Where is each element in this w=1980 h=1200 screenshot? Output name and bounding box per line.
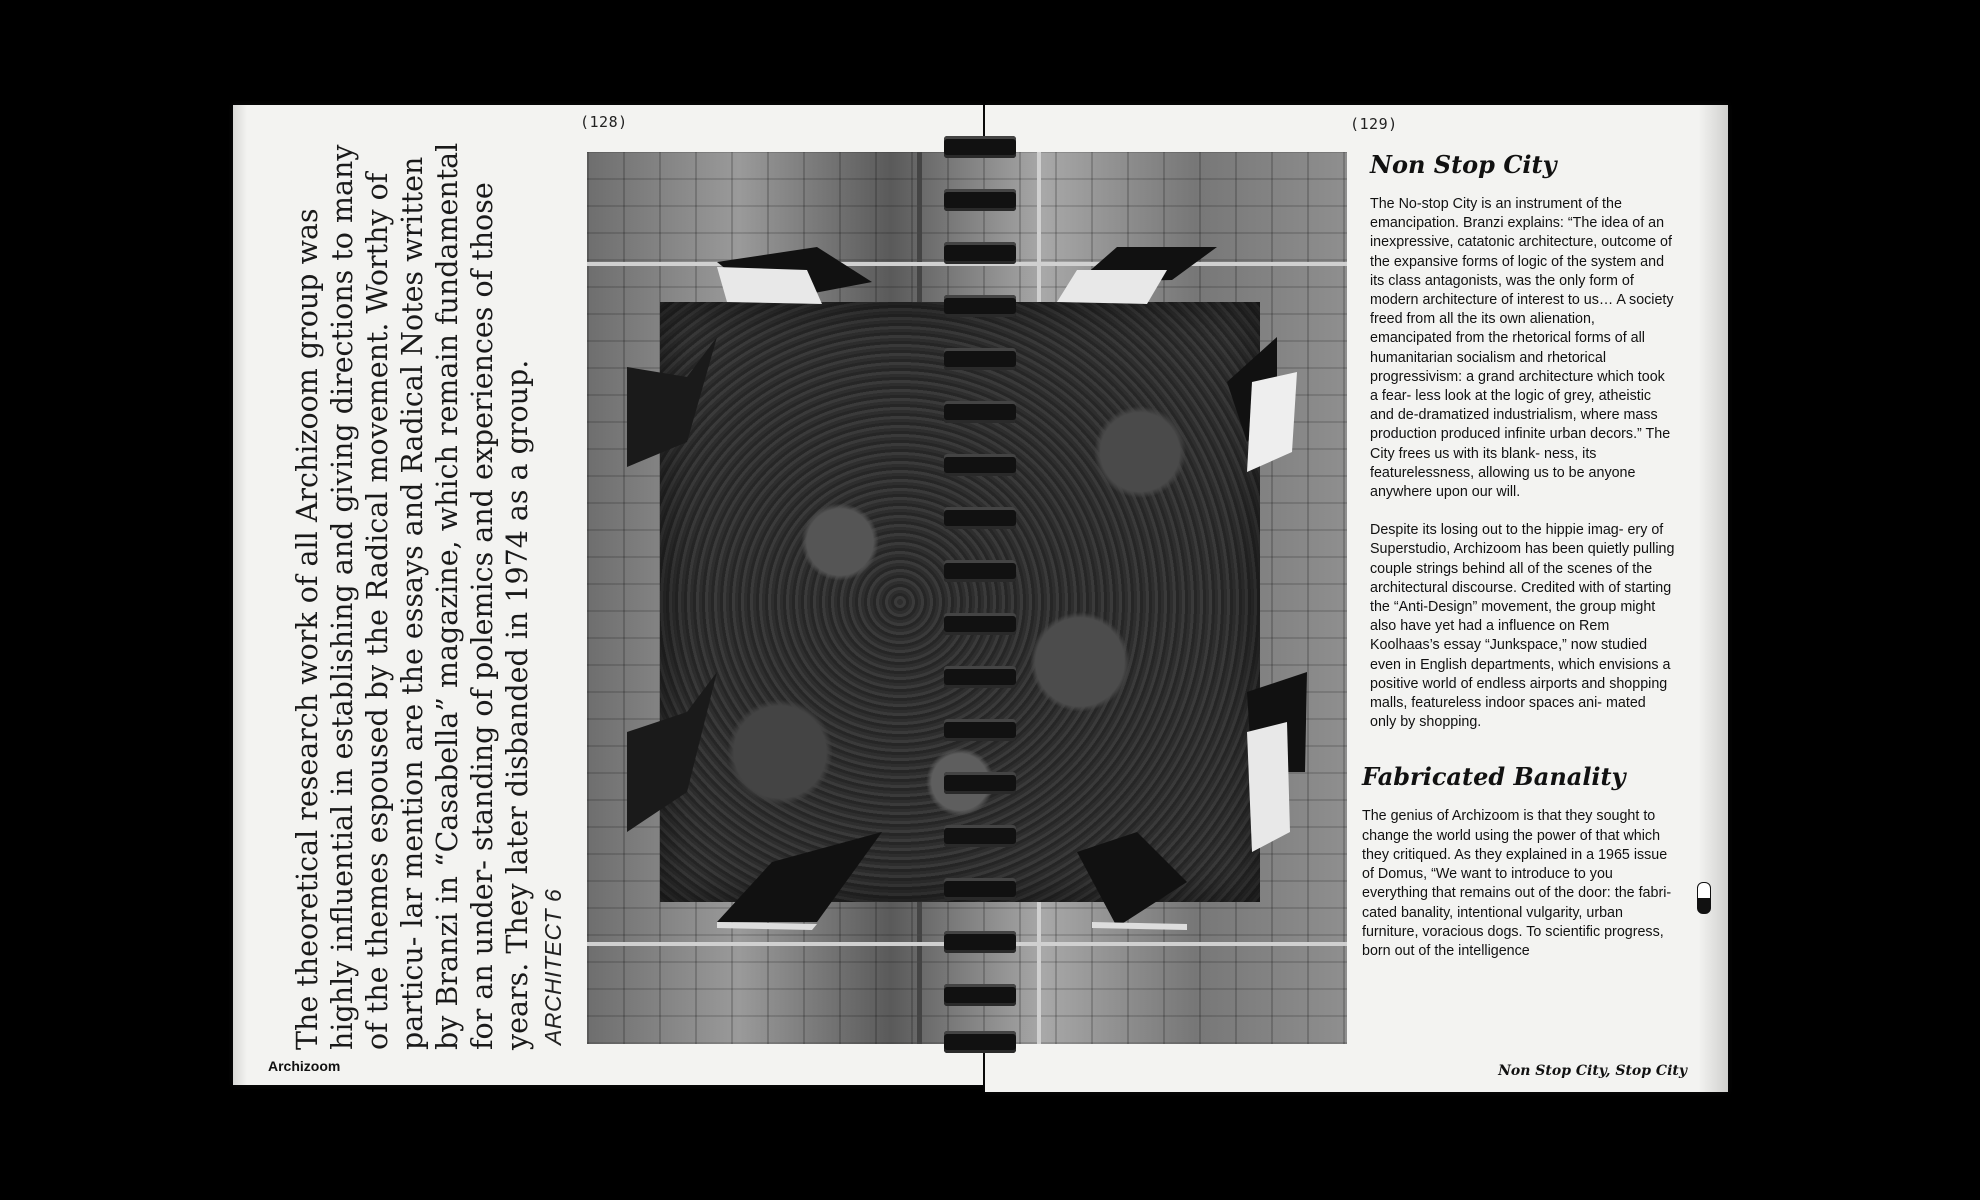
left-footer: Archizoom bbox=[268, 1058, 341, 1074]
binding-coil bbox=[944, 454, 1016, 476]
binding-coil bbox=[944, 295, 1016, 317]
right-footer: Non Stop City, Stop City bbox=[1498, 1063, 1687, 1079]
binding-coil bbox=[944, 825, 1016, 847]
paragraph: Despite its losing out to the hippie imag- ery of Superstudio, Archizoom has been quietly pulling couple strings behind all of the scenes of the architectural discourse. Credited with of starting the “Anti-Design” movement, the group might also have yet had a influence on Rem Koolhaas’s essay “Junkspace,” now studied even in English departments, which envisions a positive world of endless airports and shopping malls, featureless indoor spaces ani- mated only by shopping. bbox=[1370, 522, 1675, 731]
binding-coil bbox=[944, 189, 1016, 211]
shard bbox=[627, 337, 717, 467]
binding-coil bbox=[944, 984, 1016, 1006]
section-label: ARCHITECT 6 bbox=[540, 888, 566, 1045]
binding-coil bbox=[944, 560, 1016, 582]
binding-coil bbox=[944, 507, 1016, 529]
paragraph: The No-stop City is an instrument of the emancipation. Branzi explains: “The idea of an inexpressive, catatonic architecture, outcome of the expansive forms of logic of the system and its class antagonists, was the only form of modern architecture of interest to us… A society freed from all the its own alienation, emancipated from the rhetorical forms of all humanitarian socialism and rhetorical progressivism: a grand architecture which took a fear- less look at the logic of grey, atheistic and de-dramatized industrialism, where mass production produced infinite urban decors.” The City frees us with its blank- ness, its featurelessness, allowing us to be anyone anywhere upon our will. bbox=[1370, 196, 1674, 501]
paragraph: The genius of Archizoom is that they sought to change the world using the power of that which they critiqued. As they explained in a 1965 issue of Domus, “We want to introduce to you everything that remains out of the door: the fabri- cated banality, intentional vulgarity, urban furniture, voracious dogs. To scientific progress, born out of the intelligence bbox=[1362, 808, 1672, 959]
spiral-binding bbox=[944, 136, 1016, 1056]
binding-coil bbox=[944, 348, 1016, 370]
binding-coil bbox=[944, 878, 1016, 900]
shard bbox=[1092, 922, 1187, 930]
shard bbox=[627, 672, 717, 832]
page-marker-icon bbox=[1697, 882, 1711, 914]
binding-coil bbox=[944, 401, 1016, 423]
binding-coil bbox=[944, 136, 1016, 158]
shard bbox=[1077, 832, 1187, 927]
left-body-text-wrap bbox=[290, 130, 550, 1050]
left-page-number: (128) bbox=[580, 113, 628, 131]
section-heading-non-stop-city: Non Stop City bbox=[1370, 150, 1557, 179]
section-heading-fabricated-banality: Fabricated Banality bbox=[1362, 762, 1626, 792]
binding-coil bbox=[944, 666, 1016, 688]
right-text-column bbox=[1362, 150, 1675, 961]
shard bbox=[717, 922, 817, 930]
shard bbox=[1247, 722, 1290, 852]
binding-coil bbox=[944, 931, 1016, 953]
shard bbox=[717, 267, 822, 304]
shard bbox=[1057, 270, 1167, 304]
shard bbox=[1247, 372, 1297, 472]
binding-coil bbox=[944, 719, 1016, 741]
right-page-number: (129) bbox=[1350, 115, 1398, 133]
binding-coil bbox=[944, 1031, 1016, 1053]
binding-coil bbox=[944, 242, 1016, 264]
left-body-text: The theoretical research work of all Archizoom group was highly influential in establishing and giving directions to many of the themes espoused by the Radical movement. Worthy of particu- lar mention are the essays and Radical Notes written by Branzi in “Casabella” magazine, which remain fundamental for an under- standing of polemics and experiences of those years. They later disbanded in 1974 as a group. bbox=[291, 142, 534, 1050]
binding-coil bbox=[944, 613, 1016, 635]
binding-coil bbox=[944, 772, 1016, 794]
shard bbox=[717, 832, 882, 922]
